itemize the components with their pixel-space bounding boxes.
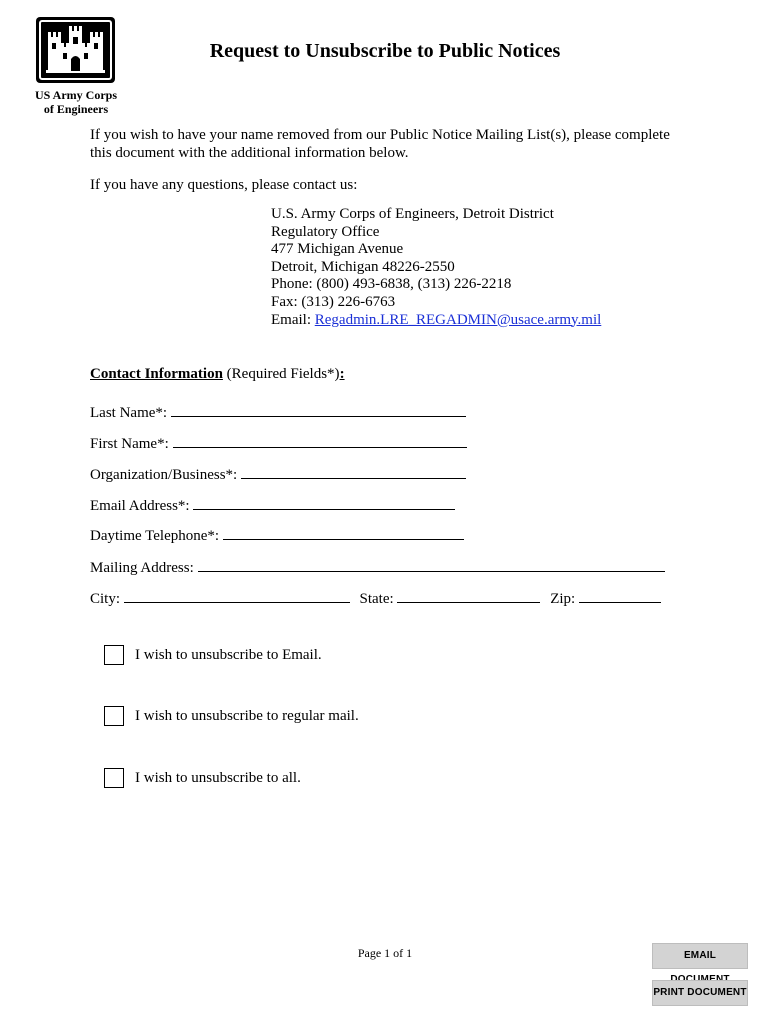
phone-input[interactable] <box>223 525 464 540</box>
contact-email-label: Email: <box>271 311 315 328</box>
zip-label: Zip: <box>550 591 576 607</box>
unsubscribe-all-option <box>104 768 301 788</box>
last-name-field <box>90 402 466 422</box>
phone-label: Daytime Telephone*: <box>90 528 220 544</box>
email-document-button[interactable]: EMAIL <box>652 943 748 969</box>
org-name <box>28 88 124 116</box>
unsubscribe-mail-option <box>104 706 359 726</box>
state-input[interactable] <box>397 588 540 603</box>
contact-address-block <box>271 206 601 329</box>
mailing-address-input[interactable] <box>198 557 665 572</box>
unsubscribe-all-label: I wish to unsubscribe to all. <box>135 769 301 786</box>
intro-paragraph: If you wish to have your name removed from our Public Notice Mailing List(s), please complete this document with the additional information below. <box>90 127 670 161</box>
page-number: Page 1 of 1 <box>357 946 413 960</box>
city-input[interactable] <box>124 588 350 603</box>
organization-field <box>90 464 466 484</box>
castle-icon <box>36 17 115 83</box>
usace-logo <box>36 17 115 83</box>
page-title: Request to Unsubscribe to Public Notices <box>209 40 561 62</box>
organization-label: Organization/Business*: <box>90 467 238 483</box>
email-input[interactable] <box>193 495 455 510</box>
contact-line: 477 Michigan Avenue <box>271 241 404 258</box>
state-label: State: <box>359 591 394 607</box>
first-name-label: First Name*: <box>90 436 169 452</box>
email-field <box>90 495 455 515</box>
contact-email-link[interactable]: Regadmin.LRE_REGADMIN@usace.army.mil <box>314 311 602 328</box>
unsubscribe-email-label: I wish to unsubscribe to Email. <box>135 646 322 663</box>
last-name-input[interactable] <box>171 402 466 417</box>
unsubscribe-email-option <box>104 645 322 665</box>
print-document-button[interactable]: PRINT DOCUMENT <box>652 980 748 1006</box>
first-name-field <box>90 433 467 453</box>
unsubscribe-mail-checkbox[interactable] <box>104 706 124 726</box>
unsubscribe-email-checkbox[interactable] <box>104 645 124 665</box>
last-name-label: Last Name*: <box>90 405 168 421</box>
organization-input[interactable] <box>241 464 466 479</box>
email-label: Email Address*: <box>90 498 190 514</box>
mailing-address-label: Mailing Address: <box>90 560 194 576</box>
city-label: City: <box>90 591 121 607</box>
mailing-address-field <box>90 557 665 577</box>
org-name-line2: of Engineers <box>43 102 109 116</box>
contact-fax: Fax: (313) 226-6763 <box>271 293 396 310</box>
city-state-zip-row <box>90 588 661 608</box>
questions-text: If you have any questions, please contact us: <box>90 177 358 193</box>
section-note: (Required Fields*) <box>222 366 340 382</box>
contact-line: Detroit, Michigan 48226-2550 <box>271 258 455 275</box>
contact-phone: Phone: (800) 493-6838, (313) 226-2218 <box>271 276 512 293</box>
contact-line: U.S. Army Corps of Engineers, Detroit District <box>271 206 554 222</box>
contact-line: Regulatory Office <box>271 223 380 240</box>
contact-email <box>271 312 601 330</box>
org-name-line1: US Army Corps <box>34 88 117 102</box>
unsubscribe-mail-label: I wish to unsubscribe to regular mail. <box>135 707 359 724</box>
first-name-input[interactable] <box>173 433 467 448</box>
section-heading <box>90 366 345 383</box>
section-colon: : <box>339 366 345 382</box>
unsubscribe-all-checkbox[interactable] <box>104 768 124 788</box>
phone-field <box>90 525 464 545</box>
zip-input[interactable] <box>579 588 661 603</box>
section-title: Contact Information <box>90 366 223 382</box>
